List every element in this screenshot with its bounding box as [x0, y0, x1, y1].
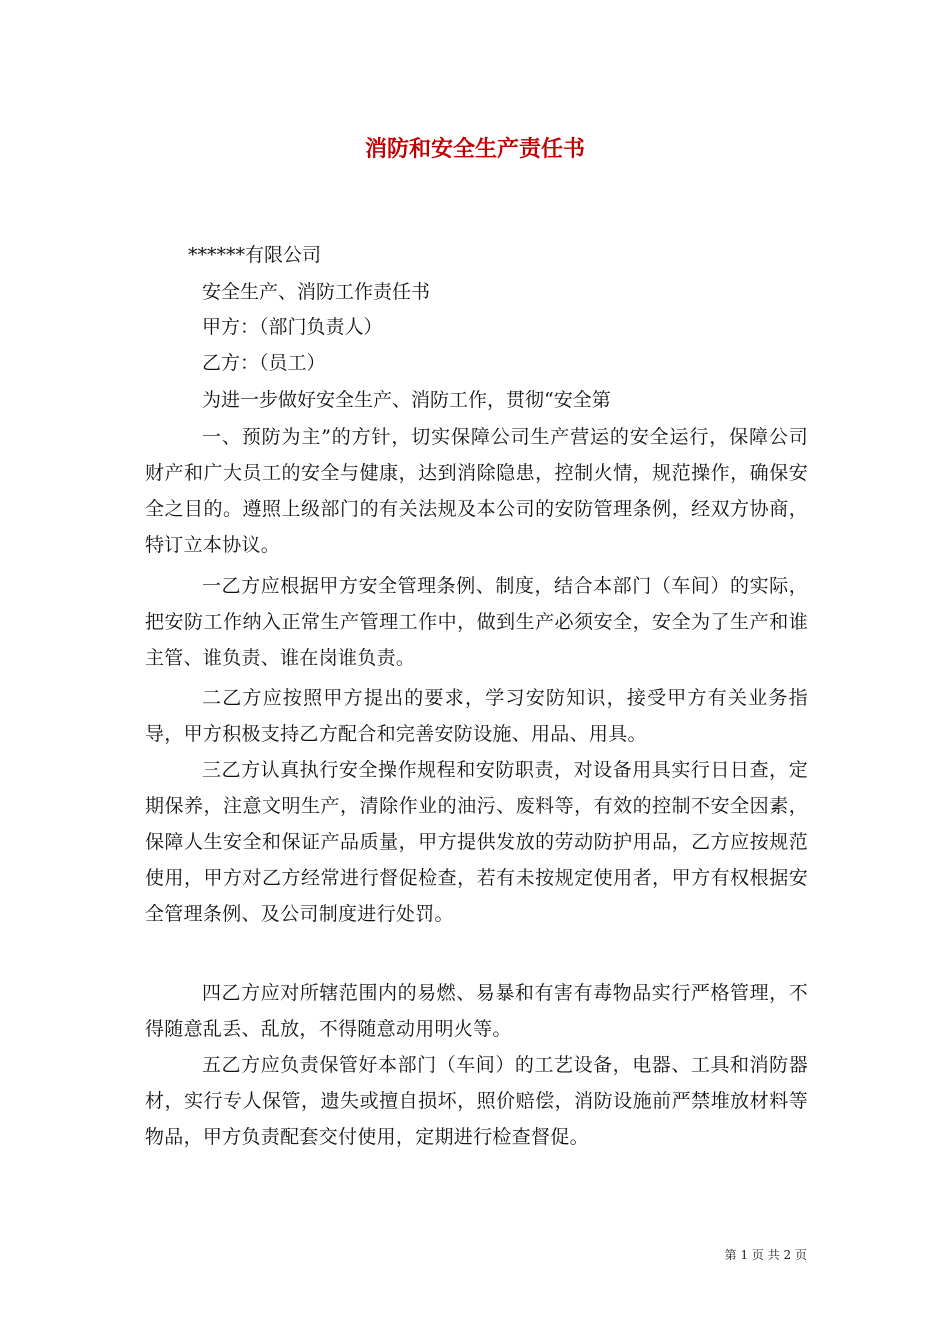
paragraph-clause-2: 二乙方应按照甲方提出的要求，学习安防知识，接受甲方有关业务指导，甲方积极支持乙方配合和完善安防设施、用品、用具。 — [145, 687, 808, 745]
company-name: ******有限公司 — [188, 244, 322, 266]
paragraph-clause-4: 四乙方应对所辖范围内的易燃、易暴和有害有毒物品实行严格管理，不得随意乱丢、乱放，不得随意动用明火等。 — [145, 982, 808, 1040]
party-b: 乙方：（员工） — [202, 352, 326, 374]
paragraph-clause-1: 一乙方应根据甲方安全管理条例、制度，结合本部门（车间）的实际，把安防工作纳入正常生产管理工作中，做到生产必须安全，安全为了生产和谁主管、谁负责、谁在岗谁负责。 — [145, 575, 808, 669]
document-subtitle: 安全生产、消防工作责任书 — [202, 281, 431, 303]
party-a: 甲方：（部门负责人） — [202, 316, 383, 338]
paragraph-preamble: 一、预防为主”的方针，切实保障公司生产营运的安全运行，保障公司财产和广大员工的安全与健康，达到消除隐患，控制火情，规范操作，确保安全之目的。遵照上级部门的有关法规及本公司的安防管理条例，经双方协商，特订立本协议。 — [145, 426, 808, 556]
paragraph-clause-5: 五乙方应负责保管好本部门（车间）的工艺设备，电器、工具和消防器材，实行专人保管，遗失或擅自损坏，照价赔偿，消防设施前严禁堆放材料等物品，甲方负责配套交付使用，定期进行检查督促。 — [145, 1054, 808, 1148]
document-title: 消防和安全生产责任书 — [364, 136, 585, 162]
page-number: 第 1 页 共 2 页 — [724, 1248, 807, 1262]
intro-line: 为进一步做好安全生产、消防工作，贯彻“安全第 — [202, 389, 611, 411]
paragraph-clause-3: 三乙方认真执行安全操作规程和安防职责，对设备用具实行日日查，定期保养，注意文明生产，清除作业的油污、废料等，有效的控制不安全因素，保障人生安全和保证产品质量，甲方提供发放的劳动防护用品，乙方应按规范使用，甲方对乙方经常进行督促检查，若有未按规定使用者，甲方有权根据安全管理条例、及公司制度进行处罚。 — [145, 759, 808, 925]
